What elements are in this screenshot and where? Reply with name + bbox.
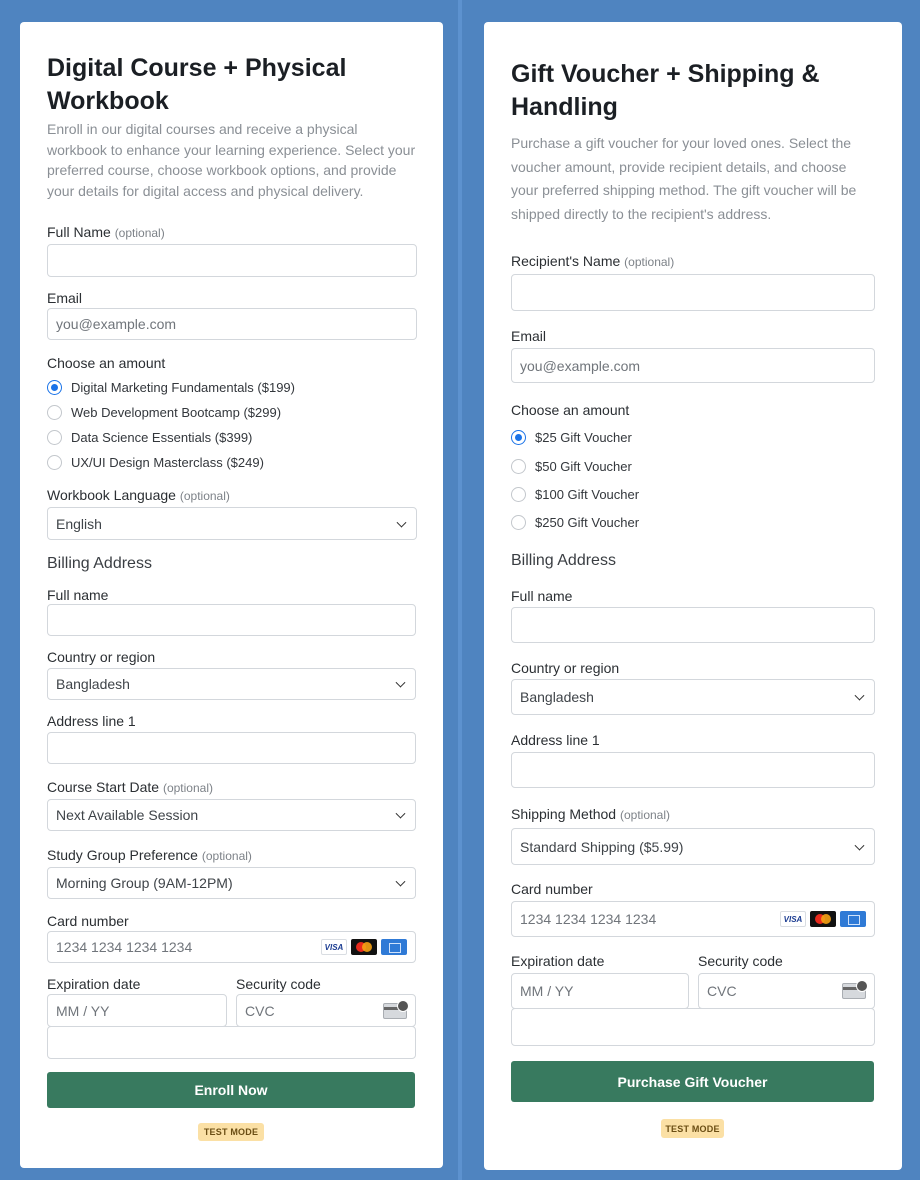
card-number-input[interactable] [511, 901, 875, 937]
amex-icon [381, 939, 407, 955]
recipient-name-label: Recipient's Name (optional) [511, 253, 675, 269]
gift-voucher-form-card [484, 22, 902, 1170]
shipping-method-value: Standard Shipping ($5.99) [520, 838, 684, 855]
card-number-placeholder: 1234 1234 1234 1234 [520, 911, 657, 927]
test-mode-badge: TEST MODE [198, 1123, 264, 1141]
course-start-value: Next Available Session [56, 807, 199, 823]
amount-label: Choose an amount [511, 402, 630, 418]
study-group-select[interactable] [47, 867, 416, 899]
study-group-value: Morning Group (9AM-12PM) [56, 875, 233, 891]
amount-option-label: Digital Marketing Fundamentals ($199) [71, 380, 295, 395]
radio-selected[interactable] [47, 380, 62, 395]
security-code-input[interactable] [236, 994, 416, 1027]
mastercard-icon [351, 939, 377, 955]
chevron-down-icon [396, 809, 406, 819]
radio[interactable] [47, 405, 62, 420]
security-code-placeholder: CVC [707, 983, 737, 999]
email-label: Email [511, 328, 547, 344]
radio-selected[interactable] [511, 430, 526, 445]
card-brands [780, 911, 866, 927]
card-brands [321, 939, 407, 955]
email-input[interactable] [47, 308, 417, 340]
full-name-label: Full Name (optional) [47, 224, 165, 240]
course-start-select[interactable] [47, 799, 416, 831]
amex-icon [840, 911, 866, 927]
billing-name-label: Full name [47, 587, 109, 603]
amount-option-label: Web Development Bootcamp ($299) [71, 405, 282, 420]
mastercard-icon [810, 911, 836, 927]
country-value: Bangladesh [520, 689, 594, 705]
cvc-card-icon [383, 1003, 407, 1019]
security-code-label: Security code [698, 953, 783, 969]
form-title: Gift Voucher + Shipping & Handling [511, 60, 820, 121]
address-line1-label: Address line 1 [511, 732, 600, 748]
security-code-label: Security code [236, 976, 321, 992]
card-number-label: Card number [47, 913, 129, 929]
radio[interactable] [511, 459, 526, 474]
amount-option[interactable] [47, 455, 264, 470]
chevron-down-icon [855, 691, 865, 701]
chevron-down-icon [855, 840, 865, 850]
country-select[interactable] [511, 679, 875, 715]
purchase-gift-voucher-button[interactable]: Purchase Gift Voucher [511, 1061, 874, 1102]
amount-option[interactable] [47, 380, 295, 395]
extra-input[interactable] [47, 1026, 416, 1059]
workbook-language-label: Workbook Language (optional) [47, 487, 230, 503]
billing-address-title: Billing Address [511, 552, 616, 569]
card-number-input[interactable] [47, 931, 416, 963]
amount-option-label: $100 Gift Voucher [535, 487, 640, 502]
visa-icon: VISA [780, 911, 806, 927]
expiration-input[interactable] [511, 973, 689, 1009]
amount-option[interactable] [47, 430, 252, 445]
study-group-label: Study Group Preference (optional) [47, 847, 252, 863]
expiration-input[interactable] [47, 994, 227, 1027]
workbook-language-select[interactable] [47, 507, 417, 540]
country-label: Country or region [511, 660, 620, 676]
chevron-down-icon [396, 877, 406, 887]
country-select[interactable] [47, 668, 416, 700]
amount-option[interactable] [511, 515, 639, 530]
expiration-placeholder: MM / YY [520, 983, 574, 999]
course-form-card [20, 22, 443, 1168]
form-description: Purchase a gift voucher for your loved ones. Select the voucher amount, provide recipient details, and choose your preferred shipping method. The gift voucher will be shipped directly to the recipient's address. [511, 135, 857, 222]
security-code-placeholder: CVC [245, 1002, 275, 1019]
form-title: Digital Course + Physical Workbook [47, 54, 347, 115]
enroll-now-button[interactable]: Enroll Now [47, 1072, 415, 1108]
country-label: Country or region [47, 649, 156, 665]
chevron-down-icon [396, 678, 406, 688]
workbook-language-value: English [56, 515, 102, 532]
country-value: Bangladesh [56, 676, 130, 692]
extra-input[interactable] [511, 1008, 875, 1046]
shipping-method-select[interactable] [511, 828, 875, 865]
card-number-label: Card number [511, 881, 593, 897]
course-start-label: Course Start Date (optional) [47, 779, 213, 795]
radio[interactable] [47, 455, 62, 470]
email-input[interactable] [511, 348, 875, 383]
address-line1-label: Address line 1 [47, 713, 136, 729]
expiration-label: Expiration date [511, 953, 605, 969]
cvc-card-icon [842, 983, 866, 999]
amount-option-label: $50 Gift Voucher [535, 459, 632, 474]
amount-option[interactable] [47, 405, 281, 420]
expiration-label: Expiration date [47, 976, 141, 992]
recipient-name-input[interactable] [511, 274, 875, 311]
email-label: Email [47, 290, 83, 306]
amount-option-label: Data Science Essentials ($399) [71, 430, 253, 445]
panel-divider [458, 0, 462, 1180]
chevron-down-icon [397, 517, 407, 527]
email-placeholder: you@example.com [56, 316, 177, 332]
form-description: Enroll in our digital courses and receive a physical workbook to enhance your learning experience. Select your preferred course, choose workbook options, and provide your details for digital access and physical delivery. [47, 121, 416, 199]
billing-address-title: Billing Address [47, 555, 152, 572]
amount-option-label: $250 Gift Voucher [535, 515, 640, 530]
card-number-placeholder: 1234 1234 1234 1234 [56, 939, 193, 955]
amount-option[interactable] [511, 459, 632, 474]
amount-option[interactable] [511, 487, 639, 502]
full-name-input[interactable] [47, 244, 417, 277]
amount-option[interactable] [511, 430, 632, 445]
test-mode-badge: TEST MODE [661, 1119, 724, 1138]
radio[interactable] [47, 430, 62, 445]
security-code-input[interactable] [698, 973, 875, 1009]
amount-label: Choose an amount [47, 355, 166, 371]
visa-icon: VISA [321, 939, 347, 955]
radio[interactable] [511, 487, 526, 502]
expiration-placeholder: MM / YY [56, 1002, 110, 1019]
email-placeholder: you@example.com [520, 357, 641, 374]
amount-option-label: $25 Gift Voucher [535, 430, 632, 445]
billing-name-label: Full name [511, 588, 573, 604]
radio[interactable] [511, 515, 526, 530]
address-line1-input[interactable] [47, 732, 416, 764]
billing-name-input[interactable] [511, 607, 875, 643]
billing-name-input[interactable] [47, 604, 416, 636]
address-line1-input[interactable] [511, 752, 875, 788]
shipping-method-label: Shipping Method (optional) [511, 806, 670, 822]
amount-option-label: UX/UI Design Masterclass ($249) [71, 455, 264, 470]
